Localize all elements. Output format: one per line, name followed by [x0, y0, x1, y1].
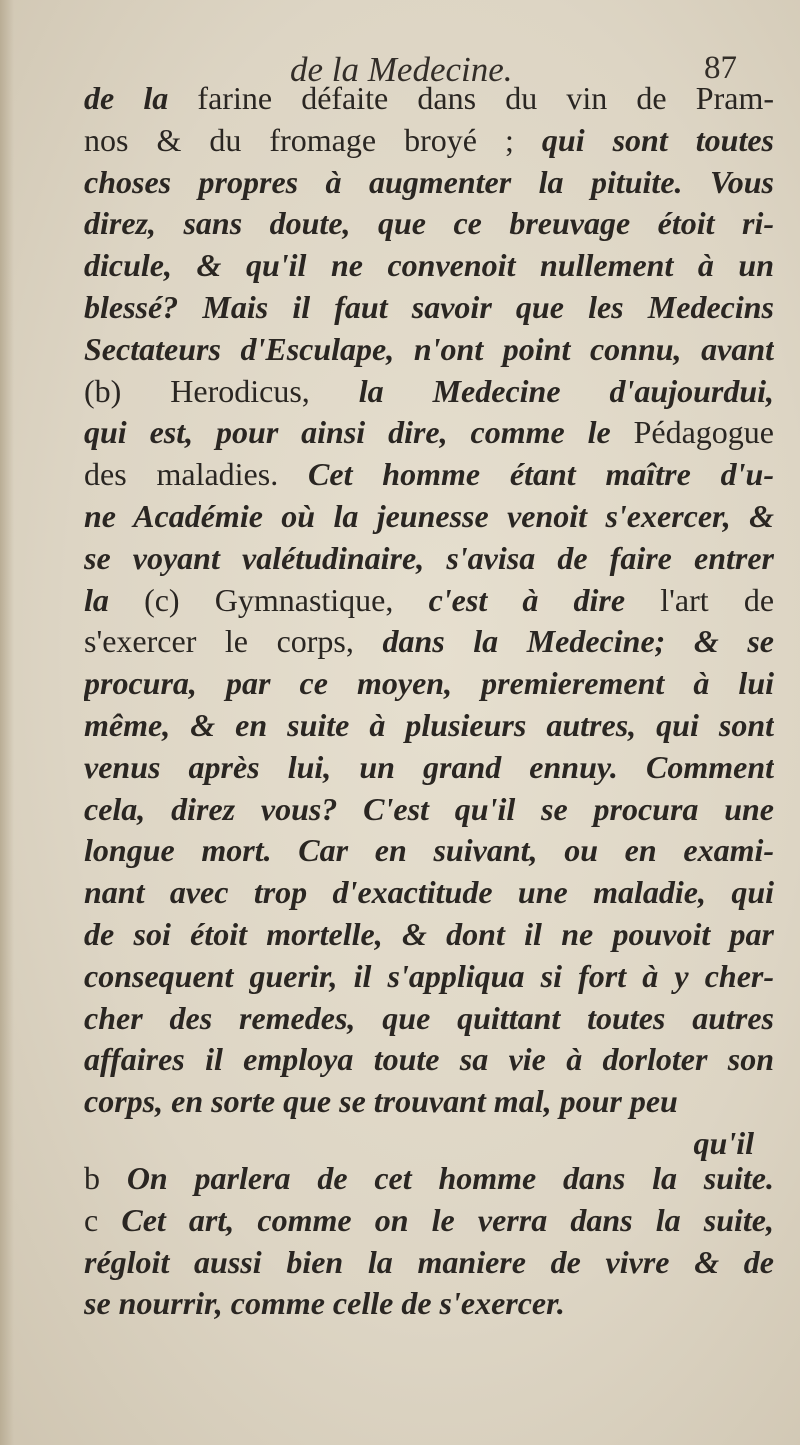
text-run: farine défaite dans du vin de Pram-: [197, 80, 774, 116]
text-run: Pédagogue: [633, 414, 774, 451]
text-run: ne Académie où la jeunesse venoit s'exercer, &: [84, 497, 774, 534]
text-run: On parlera de cet homme dans la suite.: [126, 1160, 774, 1196]
text-run: l'art de: [660, 581, 774, 618]
text-line: [84, 872, 774, 914]
running-head: de la Medecine.: [290, 50, 513, 89]
page-gutter: [0, 0, 14, 1445]
text-run: longue mort. Car en suivant, ou en exami-: [84, 832, 774, 869]
text-line: [84, 162, 774, 204]
text-line: [84, 830, 774, 872]
text-line: [84, 412, 774, 454]
text-line: [84, 663, 774, 705]
text-run: c'est à dire: [428, 581, 661, 618]
text-run: des maladies.: [84, 456, 309, 493]
text-line: [84, 956, 774, 998]
text-run: procura, par ce moyen, premierement à lui: [84, 665, 774, 702]
text-run: de soi étoit mortelle, & dont il ne pouvoit par: [84, 915, 774, 952]
text-run: dans la Medecine; & se: [382, 623, 774, 660]
text-run: affaires il employa toute sa vie à dorloter son: [84, 1041, 774, 1078]
body-text: [84, 78, 774, 1165]
text-run: même, & en suite à plusieurs autres, qui sont: [84, 706, 774, 743]
text-run: consequent guerir, il s'appliqua si fort à y cher-: [84, 957, 774, 994]
text-run: la Medecine d'aujourdui,: [358, 372, 774, 409]
text-run: c: [84, 1201, 122, 1238]
text-run: de la: [84, 80, 198, 116]
text-run: qui sont toutes: [541, 121, 774, 158]
text-line: [84, 203, 774, 245]
footnote-line: [84, 1158, 774, 1200]
text-line: [84, 747, 774, 789]
footnote-line: [84, 1242, 774, 1284]
text-run: nos & du fromage broyé ;: [84, 121, 542, 158]
text-run: se nourrir, comme celle de s'exercer.: [84, 1285, 565, 1322]
text-run: direz, sans doute, que ce breuvage étoit ri-: [84, 205, 774, 242]
text-run: Cet homme étant maître d'u-: [308, 456, 774, 493]
text-line: [84, 538, 774, 580]
footnote-line: [84, 1200, 774, 1242]
text-line: [84, 371, 774, 413]
text-line: [84, 580, 774, 622]
text-run: corps, en sorte que se trouvant mal, pour peu: [84, 1083, 678, 1120]
text-run: nant avec trop d'exactitude une maladie, qui: [84, 874, 774, 911]
text-run: qui est, pour ainsi dire, comme le: [84, 414, 634, 451]
text-run: dicule, & qu'il ne convenoit nullement à un: [84, 247, 774, 284]
footnote-line: [84, 1283, 774, 1325]
text-run: venus après lui, un grand ennuy. Comment: [84, 748, 774, 785]
text-run: (c) Gymnastique,: [144, 581, 429, 618]
text-line: [84, 1039, 774, 1081]
text-line: [84, 454, 774, 496]
text-line: [84, 914, 774, 956]
text-line: [84, 78, 774, 120]
text-line: [84, 245, 774, 287]
text-run: (b) Herodicus,: [84, 372, 359, 409]
text-line: [84, 998, 774, 1040]
text-run: blessé? Mais il faut savoir que les Medecins: [84, 288, 774, 325]
text-line: [84, 1081, 774, 1123]
text-run: la: [84, 581, 145, 618]
text-line: [84, 120, 774, 162]
text-run: Sectateurs d'Esculape, n'ont point connu, avant: [84, 330, 774, 367]
text-line: [84, 789, 774, 831]
text-run: choses propres à augmenter la pituite. Vous: [84, 163, 774, 200]
text-line: [84, 287, 774, 329]
text-line: [84, 329, 774, 371]
text-line: [84, 496, 774, 538]
catchword: qu'il: [693, 1124, 754, 1161]
text-run: Cet art, comme on le verra dans la suite,: [121, 1201, 774, 1238]
text-run: cela, direz vous? C'est qu'il se procura une: [84, 790, 774, 827]
text-line: [84, 705, 774, 747]
text-run: b: [84, 1160, 127, 1196]
text-run: se voyant valétudinaire, s'avisa de faire entrer: [84, 539, 774, 576]
text-line: [84, 621, 774, 663]
text-run: cher des remedes, que quittant toutes autres: [84, 999, 774, 1036]
footnotes: [84, 1158, 774, 1325]
text-run: s'exercer le corps,: [84, 623, 383, 660]
page-number: 87: [704, 50, 737, 86]
text-run: régloit aussi bien la maniere de vivre & de: [84, 1243, 774, 1280]
